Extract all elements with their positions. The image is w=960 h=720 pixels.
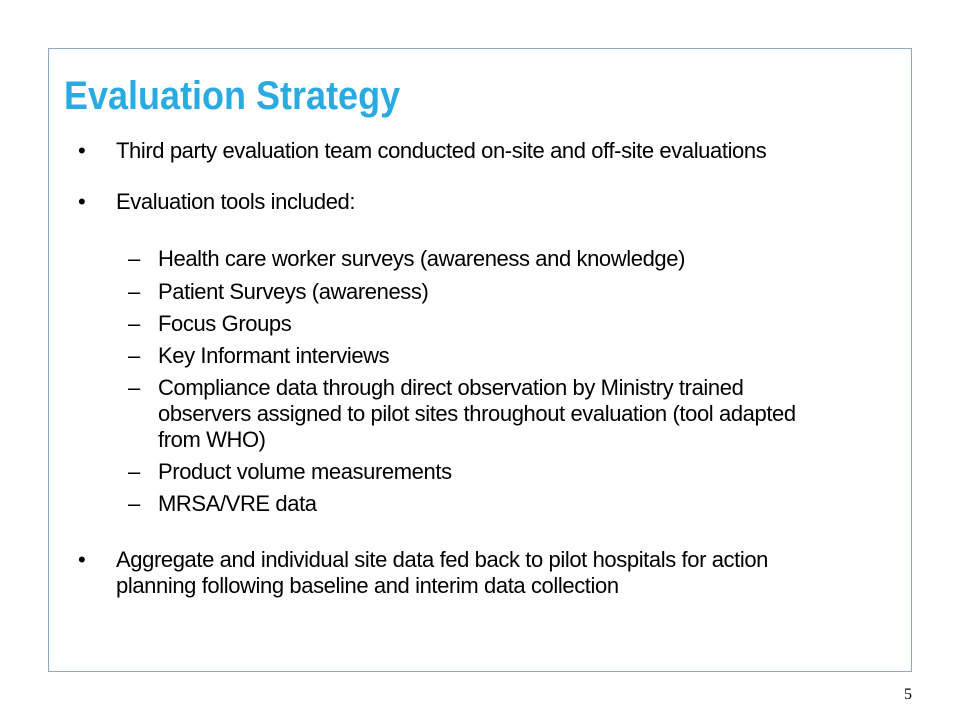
tool-item [128, 311, 848, 337]
dash-marker: – [128, 311, 140, 336]
tool-item [128, 491, 848, 517]
bullet-marker: • [78, 138, 86, 163]
tool-item [128, 343, 848, 369]
dash-marker: – [128, 246, 140, 271]
bullet-marker: • [78, 189, 86, 214]
page-number: 5 [904, 686, 912, 703]
bullet-item [78, 138, 858, 164]
slide-title: Evaluation Strategy [64, 74, 401, 118]
dash-marker: – [128, 343, 140, 368]
tool-text: Health care worker surveys (awareness and knowledge) [158, 246, 686, 271]
dash-marker: – [128, 375, 140, 400]
tool-text: Patient Surveys (awareness) [158, 279, 429, 304]
dash-marker: – [128, 491, 140, 516]
bullet-text: Third party evaluation team conducted on-site and off-site evaluations [116, 138, 767, 163]
tool-text: Product volume measurements [158, 459, 452, 484]
bullet-text: Evaluation tools included: [116, 189, 356, 214]
bullet-item [78, 547, 858, 599]
tool-text: MRSA/VRE data [158, 491, 317, 516]
tool-item [128, 246, 848, 272]
dash-marker: – [128, 279, 140, 304]
bullet-marker: • [78, 547, 86, 572]
dash-marker: – [128, 459, 140, 484]
tool-text: Key Informant interviews [158, 343, 390, 368]
tool-text: Focus Groups [158, 311, 292, 336]
bullet-item [78, 189, 858, 215]
tool-item [128, 279, 848, 305]
tool-item [128, 459, 848, 485]
tool-item [128, 375, 848, 453]
bullet-text: Aggregate and individual site data fed back to pilot hospitals for action planning following baseline and interim data collection [116, 547, 769, 598]
tool-text: Compliance data through direct observation by Ministry trained observers assigned to pilot sites throughout evaluation (tool adapted from WHO) [158, 375, 796, 452]
